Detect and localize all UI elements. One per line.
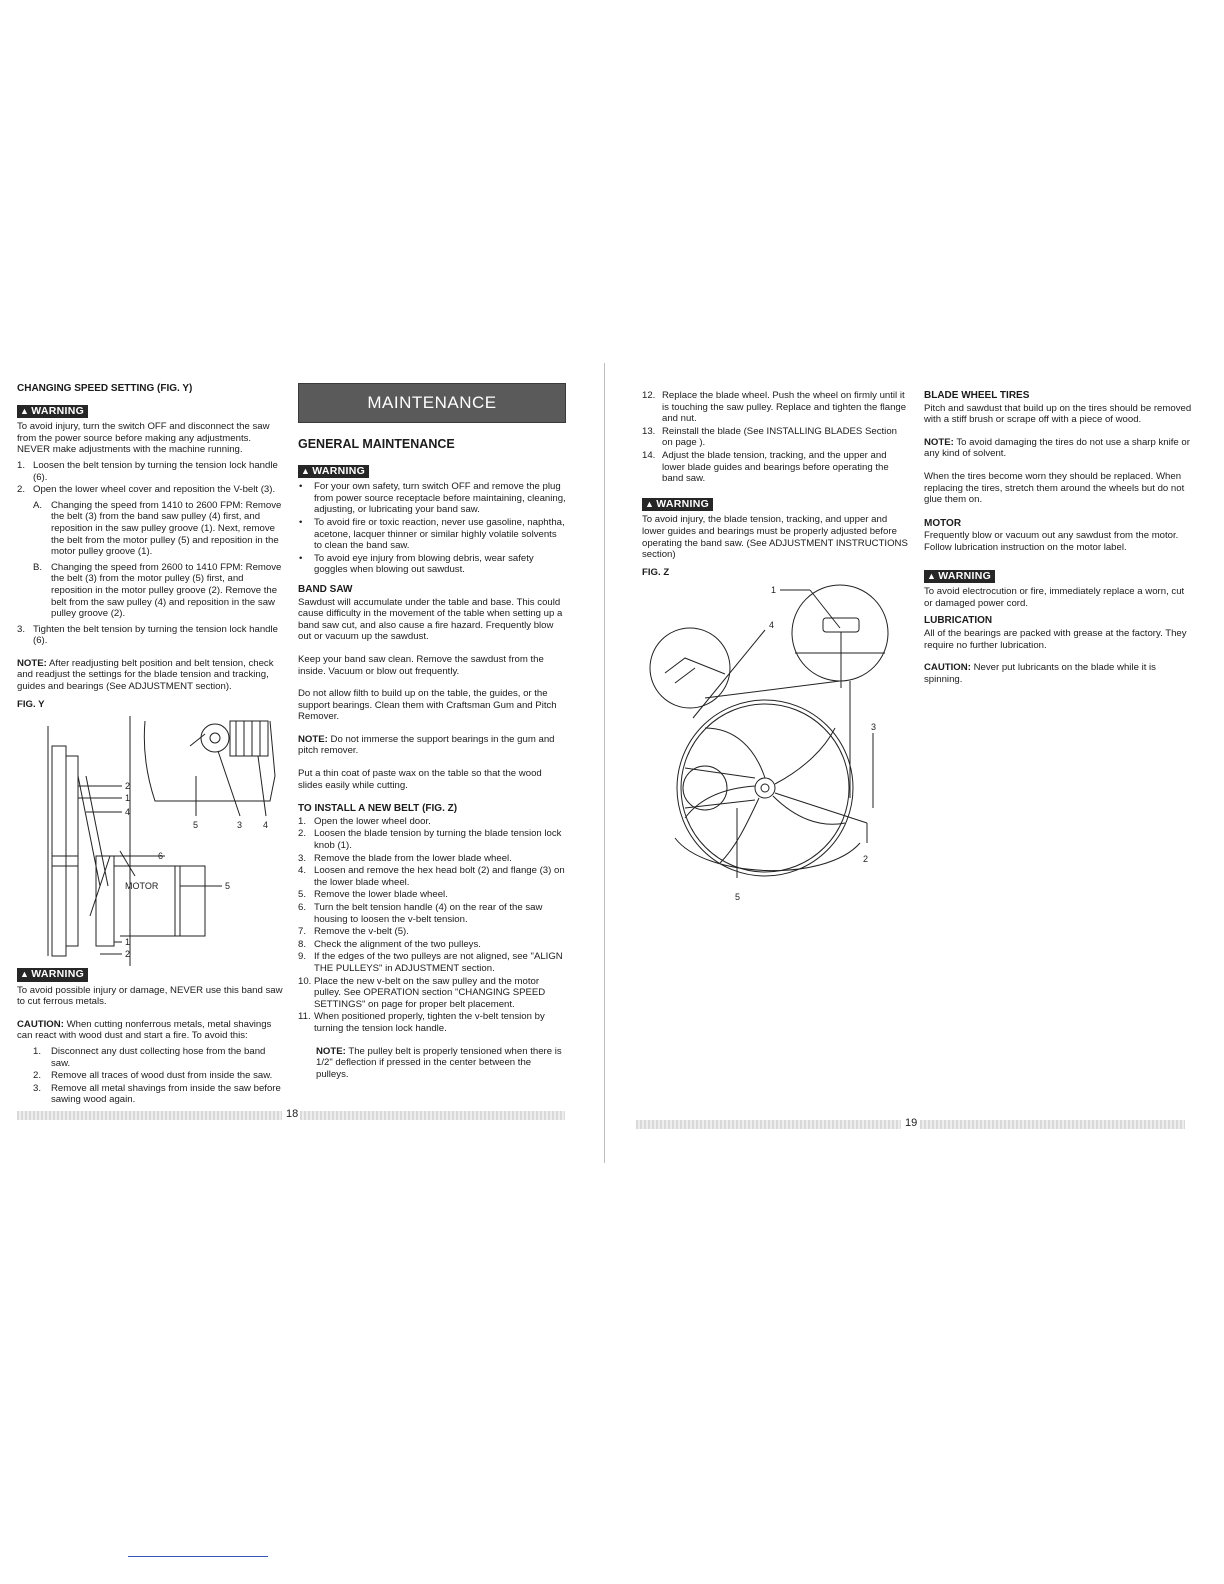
paragraph: Pitch and sawdust that build up on the tires should be removed with a stiff brush or scrape off with a piece of wood.	[924, 402, 1192, 426]
install-belt-steps	[298, 816, 566, 1035]
belt-steps-continued	[642, 390, 910, 485]
paragraph: Frequently blow or vacuum out any sawdust from the motor. Follow lubrication instruction on the motor label.	[924, 530, 1179, 553]
paragraph: Keep your band saw clean. Remove the sawdust from the inside. Vacuum or blow out frequently.	[298, 653, 544, 677]
blue-rule	[128, 1556, 268, 1557]
blade-wheel-tires-title: BLADE WHEEL TIRES	[924, 390, 1030, 401]
list-item: 3. Tighten the belt tension by turning the tension lock handle (6).	[17, 623, 278, 647]
note: NOTE: After readjusting belt position and belt tension, check and readjust the settings for the blade tension and tracking, guides and bearings (See ADJUSTMENT section).	[17, 657, 274, 693]
caution: CAUTION: When cutting nonferrous metals, metal shavings can react with wood dust and start a fire. To avoid this:	[17, 1018, 272, 1042]
paragraph: All of the bearings are packed with grease at the factory. They require no further lubrication.	[924, 627, 1187, 651]
motor-title: MOTOR	[924, 517, 962, 529]
general-maintenance-title: GENERAL MAINTENANCE	[298, 437, 455, 451]
callout-1: 1	[125, 793, 131, 803]
warning-icon: ▲	[20, 969, 30, 979]
callout-1: 1	[125, 937, 131, 947]
warning-text: To avoid injury, the blade tension, tracking, and upper and lower guides and bearings must be properly adjusted before operating the band saw. (See ADJUSTMENT INSTRUCTIONS section)	[642, 514, 908, 561]
callout-4: 4	[125, 807, 131, 817]
callout-4: 4	[769, 620, 775, 630]
page19-column-1	[642, 390, 910, 578]
warning-badge: ▲ WARNING	[17, 405, 88, 419]
list-item: • To avoid eye injury from blowing debris, wear safety goggles when blowing out sawdust.	[299, 552, 534, 576]
warning-text: To avoid electrocution or fire, immediately replace a worn, cut or damaged power cord.	[924, 586, 1185, 609]
install-belt-title: TO INSTALL A NEW BELT (FIG. Z)	[298, 803, 458, 815]
list-item: 8. Check the alignment of the two pulleys.	[298, 938, 481, 950]
list-item: A. Changing the speed from 1410 to 2600 FPM: Remove the belt (3) from the band saw pulley (4) first, and reposition in the saw pulley groove (1). Next, remove the belt from the motor pulley (5) and reposition in the motor pulley groove (1).	[33, 499, 282, 558]
list-item: 2. Loosen the blade tension by turning the blade tension lock knob (1).	[298, 828, 562, 852]
warning-icon: ▲	[301, 465, 311, 476]
page-number: 19	[905, 1117, 918, 1129]
warning-icon: ▲	[927, 570, 937, 581]
paragraph: Do not allow filth to build up on the table, the guides, or the support bearings. Clean them with Craftsman Gum and Pitch Remover.	[298, 688, 557, 723]
list-item: 5. Remove the lower blade wheel.	[298, 889, 448, 901]
page-divider	[604, 363, 605, 1163]
callout-3: 3	[871, 722, 877, 732]
list-item: 7. Remove the v-belt (5).	[298, 926, 409, 938]
list-item: 4. Loosen and remove the hex head bolt (2) and flange (3) on the lower blade wheel.	[298, 865, 565, 888]
list-item: 2. Remove all traces of wood dust from inside the saw.	[33, 1070, 273, 1082]
callout-5: 5	[193, 820, 199, 830]
list-item: 2. Open the lower wheel cover and reposition the V-belt (3).	[17, 484, 276, 496]
paragraph: Put a thin coat of paste wax on the table so that the wood slides easily while cutting.	[298, 768, 542, 791]
callout-5: 5	[225, 881, 231, 891]
page18-column-1-lower	[17, 962, 285, 1107]
callout-4: 4	[263, 820, 269, 830]
note: NOTE: The pulley belt is properly tensioned when there is 1/2" deflection if pressed in the center between the pulleys.	[316, 1045, 562, 1080]
figure-z-label: FIG. Z	[642, 566, 670, 578]
list-item: 6. Turn the belt tension handle (4) on the rear of the saw housing to loosen the v-belt tension.	[298, 902, 543, 925]
footer-bar	[300, 1111, 565, 1120]
list-item: 3. Remove the blade from the lower blade wheel.	[298, 852, 512, 864]
warning-icon: ▲	[645, 498, 655, 509]
speed-step-3	[17, 624, 285, 647]
callout-2: 2	[125, 949, 131, 959]
list-item: B. Changing the speed from 2600 to 1410 FPM: Remove the belt (3) from the motor pulley (5) first, and reposition in the motor pulley groove (2). Remove the belt from the saw pulley (4) and reposition in the saw pulley groove (2).	[33, 561, 282, 620]
footer-bar	[636, 1120, 901, 1129]
speed-steps	[17, 460, 285, 496]
list-item: 3. Remove all metal shavings from inside the saw before sawing wood again.	[33, 1082, 281, 1106]
callout-6: 6	[158, 851, 164, 861]
figure-y-diagram	[30, 716, 290, 966]
footer-bar	[17, 1111, 282, 1120]
list-item: 1. Loosen the belt tension by turning the tension lock handle (6).	[17, 459, 278, 483]
list-item: 1. Disconnect any dust collecting hose from the band saw.	[33, 1045, 266, 1069]
callout-5: 5	[735, 892, 741, 902]
page18-column-2	[298, 383, 566, 1084]
note: NOTE: To avoid damaging the tires do not use a sharp knife or any kind of solvent.	[924, 436, 1190, 460]
paragraph: When the tires become worn they should be replaced. When replacing the tires, stretch them around the wheels but do not glue them on.	[924, 470, 1185, 506]
speed-substeps	[17, 500, 285, 620]
band-saw-title: BAND SAW	[298, 583, 353, 595]
warning-badge: ▲ WARNING	[642, 498, 713, 512]
list-item: 9. If the edges of the two pulleys are not aligned, see "ALIGN THE PULLEYS" in ADJUSTMENT section.	[298, 951, 563, 974]
page18-column-1	[17, 383, 285, 710]
warning-badge: ▲ WARNING	[17, 968, 88, 982]
figure-y-label: FIG. Y	[17, 698, 45, 710]
caution-steps	[17, 1046, 285, 1106]
figure-z-diagram	[645, 578, 905, 908]
callout-2: 2	[125, 781, 131, 791]
callout-3: 3	[237, 820, 243, 830]
list-item: 1. Open the lower wheel door.	[298, 815, 431, 827]
list-item: 14. Adjust the blade tension, tracking, and the upper and lower blade guides and bearings before operating the band saw.	[642, 449, 889, 485]
warning-text: To avoid possible injury or damage, NEVER use this band saw to cut ferrous metals.	[17, 984, 283, 1008]
lubrication-title: LUBRICATION	[924, 615, 993, 627]
footer-bar	[920, 1120, 1185, 1129]
warning-badge: ▲ WARNING	[924, 570, 995, 584]
note: NOTE: Do not immerse the support bearings in the gum and pitch remover.	[298, 733, 555, 757]
warning-badge: ▲ WARNING	[298, 465, 369, 479]
paragraph: Sawdust will accumulate under the table and base. This could cause difficulty in the movement of the table when setting up a band saw cut, and also cause a fire hazard. Frequently blow out or vacuum up the sawdust.	[298, 596, 563, 643]
list-item: • For your own safety, turn switch OFF and remove the plug from power source receptacle before maintaining, cleaning, adjusting, or lubricating your band saw.	[299, 481, 566, 516]
callout-2: 2	[863, 854, 869, 864]
list-item: 13. Reinstall the blade (See INSTALLING BLADES Section on page ).	[642, 425, 897, 449]
list-item: 10. Place the new v-belt on the saw pulley and the motor pulley. See OPERATION section "CHANGING SPEED SETTINGS" on page for proper belt placement.	[298, 975, 546, 1010]
warning-text: To avoid injury, turn the switch OFF and disconnect the saw from the power source before making any adjustments. NEVER make adjustments with the machine running.	[17, 421, 270, 456]
safety-bullets	[298, 481, 566, 576]
list-item: 12. Replace the blade wheel. Push the wheel on firmly until it is touching the saw pulley. Replace and tighten the flange and nut.	[642, 390, 907, 425]
caution: CAUTION: Never put lubricants on the blade while it is spinning.	[924, 662, 1156, 685]
page19-column-2	[924, 390, 1192, 689]
list-item: • To avoid fire or toxic reaction, never use gasoline, naphtha, acetone, lacquer thinner or similar highly volatile solvents to clean the band saw.	[299, 516, 565, 552]
section-title-changing-speed: CHANGING SPEED SETTING (FIG. Y)	[17, 383, 193, 394]
callout-1: 1	[771, 585, 777, 595]
page-number: 18	[286, 1108, 299, 1120]
maintenance-banner: MAINTENANCE	[298, 383, 566, 423]
warning-icon: ▲	[20, 405, 30, 416]
list-item: 11. When positioned properly, tighten the v-belt tension by turning the tension lock handle.	[298, 1011, 545, 1034]
motor-label: MOTOR	[125, 881, 159, 891]
